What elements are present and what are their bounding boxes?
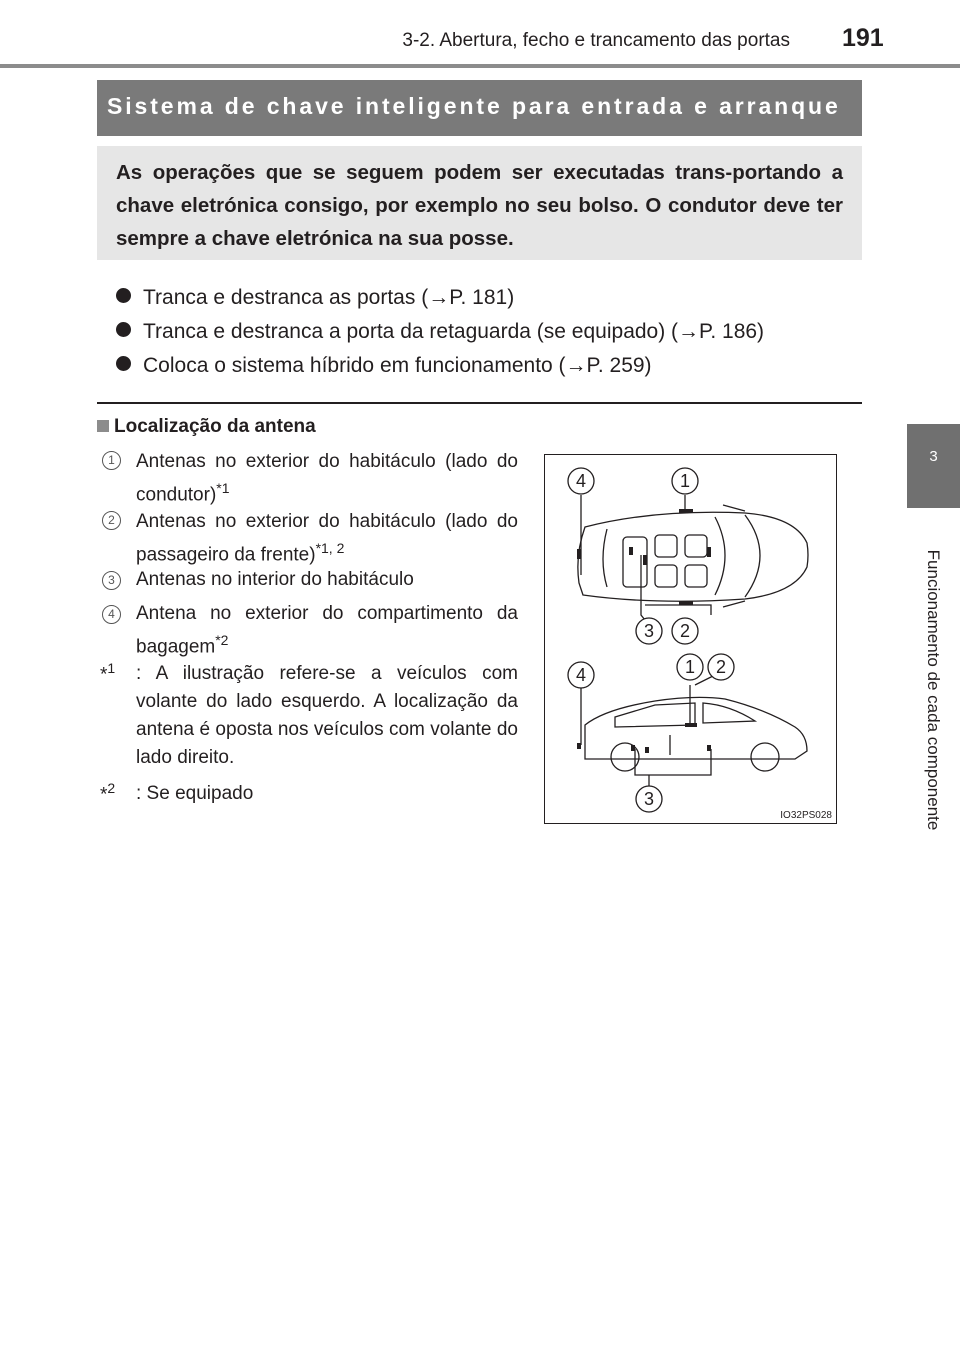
section-title: Sistema de chave inteligente para entrada e arranque: [107, 93, 841, 119]
bullet-dot: [116, 288, 131, 303]
antenna-item-text: Antenas no exterior do habitáculo (lado do condutor): [136, 451, 518, 506]
item-number: 1: [102, 451, 121, 470]
callout-label: 3: [643, 621, 655, 641]
page-number: 191: [842, 24, 884, 52]
section-rule: [97, 402, 862, 404]
item-number: 2: [102, 511, 121, 530]
callout-label: 4: [575, 471, 587, 491]
antenna-item: [136, 567, 518, 593]
bullet-text: Tranca e destranca as portas (→P. 181): [143, 286, 515, 309]
intro-text: As operações que se seguem podem ser executadas trans-portando a chave eletrónica consigo, por exemplo no seu bolso. O condutor deve ter sempre a chave eletrónica na sua posse.: [116, 161, 843, 250]
callout-label: 1: [679, 471, 691, 491]
antenna-item-text: Antenas no interior do habitáculo: [136, 569, 414, 590]
footnote-mark: *$^1$: [100, 660, 116, 686]
item-number: 4: [102, 605, 121, 624]
car-antenna-diagram: [545, 455, 836, 823]
bullet-dot: [116, 322, 131, 337]
antenna-item-text: Antenas no exterior do habitáculo (lado do passageiro da frente): [136, 511, 518, 566]
antenna-location-figure: [544, 454, 837, 824]
footnote-text: : A ilustração refere-se a veículos com volante do lado esquerdo. A localização da antena é oposta nos veículos com volante do lado direito.: [136, 663, 518, 768]
chapter-tab: [907, 424, 960, 508]
chapter-number: 3: [929, 448, 938, 465]
square-bullet-icon: [97, 420, 109, 432]
running-header-title: 3-2. Abertura, fecho e trancamento das portas: [402, 30, 790, 51]
figure-code: IO32PS028: [780, 810, 832, 821]
callout-label: 2: [715, 657, 727, 677]
antenna-item-text: Antena no exterior do compartimento da bagagem: [136, 603, 518, 658]
bullet-item: [116, 286, 514, 310]
section-title-bar: [97, 80, 862, 136]
antenna-heading: [97, 416, 316, 438]
intro-box: [97, 146, 862, 260]
footnote-ref: *1, 2: [315, 540, 345, 556]
bullet-text: Coloca o sistema híbrido em funcionamento (→P. 259): [143, 354, 652, 377]
callout-label: 4: [575, 665, 587, 685]
bullet-item: [116, 320, 764, 344]
footnote-mark: *$^2$: [100, 780, 116, 806]
callout-label: 1: [684, 657, 696, 677]
callout-label: 3: [643, 789, 655, 809]
antenna-heading-text: Localização da antena: [114, 416, 316, 437]
footnote-text: : Se equipado: [136, 783, 254, 804]
header-rule: [0, 64, 960, 68]
bullet-dot: [116, 356, 131, 371]
antenna-item: [136, 509, 518, 568]
bullet-text: Tranca e destranca a porta da retaguarda (se equipado) (→P. 186): [143, 320, 765, 343]
antenna-item: [136, 601, 518, 660]
footnote-ref: *1: [216, 480, 230, 496]
chapter-label-text: Funcionamento de cada componente: [924, 549, 943, 831]
footnote-ref: *2: [215, 632, 229, 648]
callout-label: 2: [679, 621, 691, 641]
item-number: 3: [102, 571, 121, 590]
antenna-item: [136, 449, 518, 508]
bullet-item: [116, 354, 652, 378]
